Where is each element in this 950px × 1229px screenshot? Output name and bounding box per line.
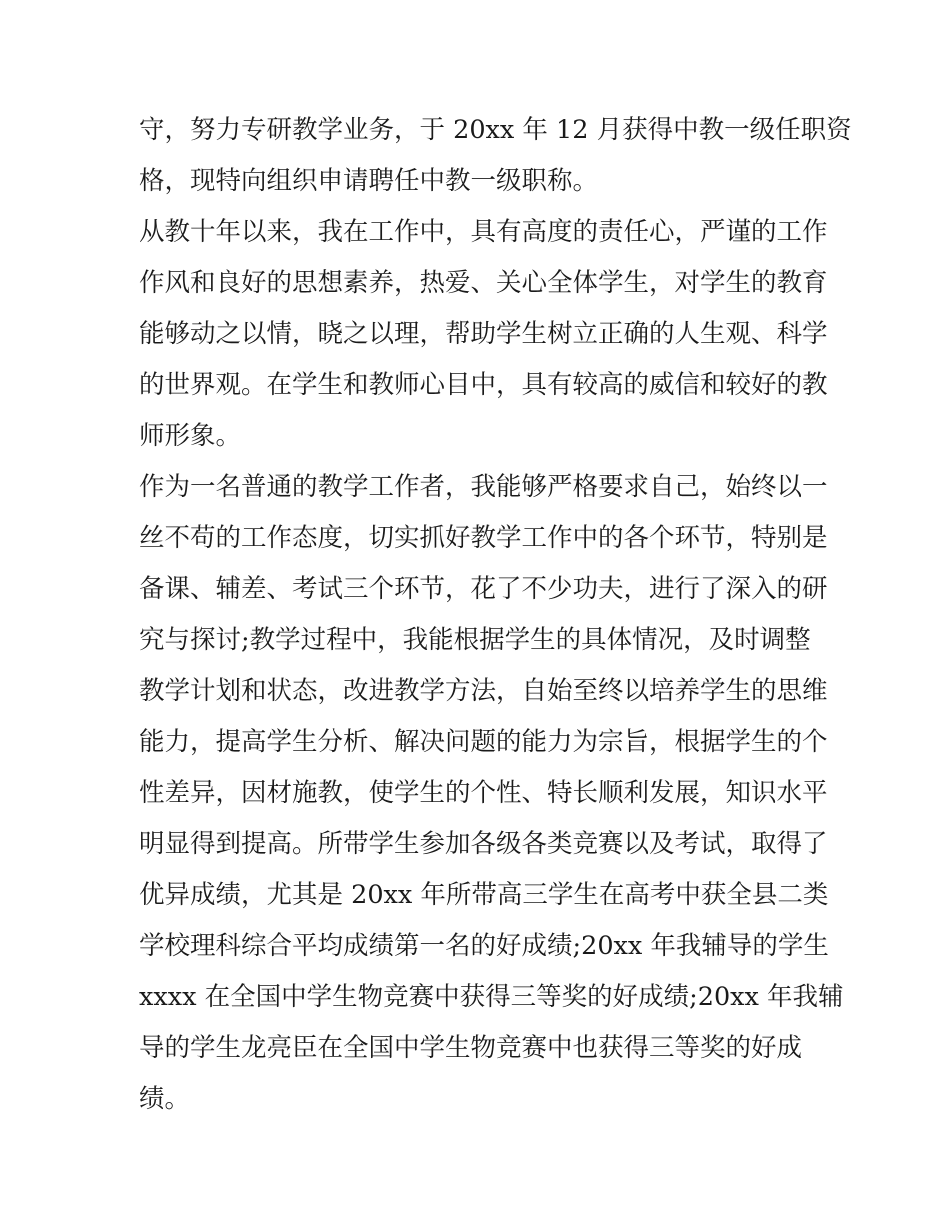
text-line: xxxx 在全国中学生物竞赛中获得三等奖的好成绩;20xx 年我辅 (139, 982, 844, 1012)
text-line: 究与探讨;教学过程中，我能根据学生的具体情况，及时调整 (139, 625, 811, 655)
body-text (139, 105, 852, 1125)
text-line: 绩。 (139, 1084, 191, 1114)
text-line: 守，努力专研教学业务，于 20xx 年 12 月获得中教一级任职资 (139, 115, 852, 145)
text-line: 能力，提高学生分析、解决问题的能力为宗旨，根据学生的个 (139, 727, 828, 757)
text-line: 优异成绩，尤其是 20xx 年所带高三学生在高考中获全县二类 (139, 880, 829, 910)
text-line: 作风和良好的思想素养，热爱、关心全体学生，对学生的教育 (139, 268, 828, 298)
text-line: 明显得到提高。所带学生参加各级各类竞赛以及考试，取得了 (139, 829, 828, 859)
text-line: 学校理科综合平均成绩第一名的好成绩;20xx 年我辅导的学生 (139, 931, 829, 961)
text-line: 从教十年以来，我在工作中，具有高度的责任心，严谨的工作 (139, 217, 828, 247)
text-line: 能够动之以情，晓之以理，帮助学生树立正确的人生观、科学 (139, 319, 828, 349)
text-line: 格，现特向组织申请聘任中教一级职称。 (139, 166, 599, 196)
text-line: 教学计划和状态，改进教学方法，自始至终以培养学生的思维 (139, 676, 828, 706)
text-line: 备课、辅差、考试三个环节，花了不少功夫，进行了深入的研 (139, 574, 828, 604)
text-line: 导的学生龙亮臣在全国中学生物竞赛中也获得三等奖的好成 (139, 1033, 803, 1063)
text-line: 性差异，因材施教，使学生的个性、特长顺利发展，知识水平 (139, 778, 828, 808)
text-line: 丝不苟的工作态度，切实抓好教学工作中的各个环节，特别是 (139, 523, 828, 553)
text-line: 师形象。 (139, 421, 242, 451)
text-line: 的世界观。在学生和教师心目中，具有较高的威信和较好的教 (139, 370, 828, 400)
text-line: 作为一名普通的教学工作者，我能够严格要求自己，始终以一 (139, 472, 828, 502)
